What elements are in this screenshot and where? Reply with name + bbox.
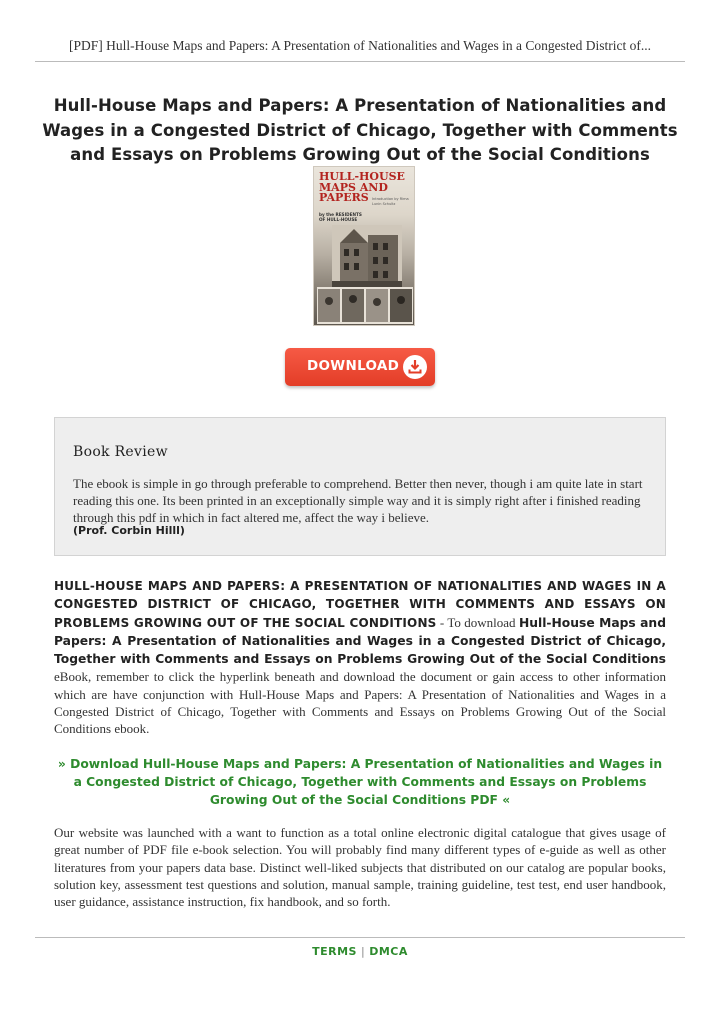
about-website-text: Our website was launched with a want to function as a total online electronic digital catalogue that gives usage of great number of PDF file e-book selection. You will probably find many different types of e-guide as well as other literatures from your papers data base. Distinct well-liked subjects that distributed on our catalog are popular books, solution key, assessment test questions and solution, manual sample, training guideline, test test, end user handbook, user guidance, assistance instruction, fix handbook, and so forth. — [54, 825, 666, 910]
description-lead: - To download — [436, 614, 519, 630]
download-button-label: DOWNLOAD — [307, 358, 400, 374]
page-footer — [0, 945, 720, 958]
download-pdf-link[interactable]: » Download Hull-House Maps and Papers: A Presentation of Nationalities and Wages in a Congested District of Chicago, Together with Comments and Essays on Problems Growing Out of the Social Conditions PDF « — [57, 757, 663, 807]
download-button[interactable] — [285, 348, 435, 386]
description-caps-title: HULL-HOUSE MAPS AND PAPERS: A PRESENTATION OF NATIONALITIES AND WAGES IN A CONGESTED DISTRICT OF CHICAGO, TOGETHER WITH COMMENTS AND ESSAYS ON PROBLEMS GROWING OUT OF THE SOCIAL CONDITIONS — [54, 579, 666, 630]
footer-separator: | — [360, 945, 366, 958]
download-icon — [403, 355, 427, 379]
book-review-box — [54, 417, 666, 556]
terms-link[interactable]: TERMS — [312, 945, 357, 958]
cover-photo-strip — [317, 287, 413, 324]
book-description — [54, 577, 666, 738]
review-heading: Book Review — [73, 444, 168, 460]
cover-intro: Introduction by Rima Lunin Schultz — [372, 197, 409, 206]
footer-divider — [35, 937, 685, 938]
description-bold-title: Hull-House Maps and Papers: A Presentation of Nationalities and Wages in a Congested District of Chicago, Together with Comments and Essays on Problems Growing Out of the Social Conditions — [54, 615, 666, 667]
cover-house-illustration — [332, 225, 402, 287]
review-text: The ebook is simple in go through preferable to comprehend. Better then never, though i am quite late in start reading this one. Its been printed in an exceptionally simple way and it is simply right after i finished reading through this pdf in which in fact altered me, affect the way i believe. — [73, 476, 643, 525]
header-divider — [35, 61, 685, 62]
book-title: Hull-House Maps and Papers: A Presentation of Nationalities and Wages in a Congested District of Chicago, Together with Comments and Essays on Problems Growing Out of the Social Conditions — [42, 96, 678, 164]
book-cover-image — [313, 166, 415, 326]
cover-subtitle: by the RESIDENTS OF HULL-HOUSE — [319, 212, 362, 222]
review-author: (Prof. Corbin Hilll) — [73, 524, 185, 537]
dmca-link[interactable]: DMCA — [369, 945, 408, 958]
page-header — [0, 0, 720, 62]
document-title: [PDF] Hull-House Maps and Papers: A Presentation of Nationalities and Wages in a Congested District of... — [68, 38, 652, 53]
cover-title: HULL-HOUSE MAPS AND PAPERS — [319, 170, 405, 204]
description-rest: eBook, remember to click the hyperlink beneath and download the document or gain access to other information which are have conjunction with Hull-House Maps and Papers: A Presentation of Nationalities and Wages in a Congested District of Chicago, Together with Comments and Essays on Problems Growing Out of the Social Conditions ebook. — [54, 669, 666, 737]
